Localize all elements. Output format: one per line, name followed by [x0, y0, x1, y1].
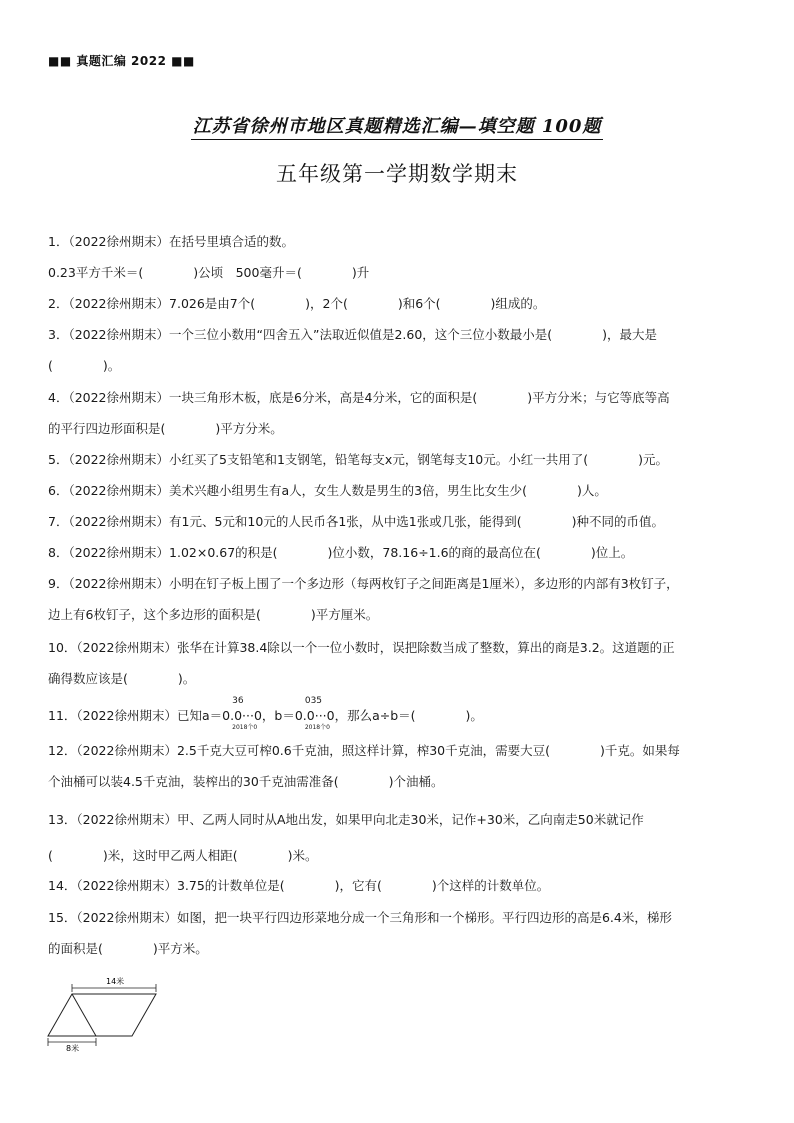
question-8-text: 8．（2022徐州期末）1.02×0.67的积是( )位小数，78.16÷1.6的商的最高位在( )位上。	[48, 545, 634, 560]
question-13-text: 13．（2022徐州期末）甲、乙两人同时从A地出发，如果甲向北走30米，记作+30米，乙向南走50米就记作	[48, 812, 644, 827]
question-12-line2: 个油桶可以装4.5千克油，装榨出的30千克油需准备( )个油桶。	[48, 774, 444, 789]
question-15-line2: 的面积是( )平方米。	[48, 941, 208, 956]
divider-line	[72, 994, 96, 1036]
question-11-suffix: ，那么a÷b＝( )。	[334, 708, 483, 723]
top-length-label: 14米	[106, 977, 125, 986]
title-text: 江苏省徐州市地区真题精选汇编—填空题 100题	[191, 116, 604, 140]
bottom-length-label: 8米	[66, 1044, 80, 1052]
value-a-digits: 0.0···0	[222, 708, 262, 723]
document-title	[0, 112, 794, 138]
question-11-mid: ，b＝	[261, 708, 295, 723]
parallelogram-figure	[44, 972, 174, 1052]
question-2-text: 2．（2022徐州期末）7.026是由7个( )，2个( )和6个( )组成的。	[48, 296, 546, 311]
question-1-line2: 0.23平方千米＝( )公顷 500毫升＝( )升	[48, 265, 370, 280]
question-6-text: 6．（2022徐州期末）美术兴趣小组男生有a人，女生人数是男生的3倍，男生比女生少( )人。	[48, 483, 607, 498]
question-3-line2: ( )。	[48, 358, 121, 373]
question-10-text: 10．（2022徐州期末）张华在计算38.4除以一个一位小数时，误把除数当成了整数，算出的商是3.2。这道题的正	[48, 640, 675, 655]
question-15-text: 15．（2022徐州期末）如图，把一块平行四边形菜地分成一个三角形和一个梯形。平行四边形的高是6.4米，梯形	[48, 910, 672, 925]
question-7-text: 7．（2022徐州期末）有1元、5元和10元的人民币各1张，从中选1张或几张，能得到( )种不同的币值。	[48, 514, 664, 529]
question-1-text: 1．（2022徐州期末）在括号里填合适的数。	[48, 234, 295, 249]
question-13-line2: ( )米，这时甲乙两人相距( )米。	[48, 848, 318, 863]
value-a-count: 2018个0	[232, 724, 258, 731]
question-14-text: 14．（2022徐州期末）3.75的计数单位是( )，它有( )个这样的计数单位。	[48, 878, 550, 893]
parallelogram-shape	[48, 994, 156, 1036]
question-4-text: 4．（2022徐州期末）一块三角形木板，底是6分米，高是4分米，它的面积是( )平方分米；与它等底等高	[48, 390, 670, 405]
value-a	[222, 696, 262, 731]
question-9-line2: 边上有6枚钉子，这个多边形的面积是( )平方厘米。	[48, 607, 379, 622]
question-3-text: 3．（2022徐州期末）一个三位小数用“四舍五入”法取近似值是2.60，这个三位小数最小是( )，最大是	[48, 327, 658, 342]
question-11-prefix: 11．（2022徐州期末）已知a＝	[48, 708, 223, 723]
value-b-digits: 0.0···0	[294, 708, 335, 723]
question-10-line2: 确得数应该是( )。	[48, 671, 196, 686]
value-b-tail: 035	[304, 696, 323, 706]
value-b-count: 2018个0	[304, 724, 330, 731]
question-12-text: 12．（2022徐州期末）2.5千克大豆可榨0.6千克油，照这样计算，榨30千克油，需要大豆( )千克。如果每	[48, 743, 680, 758]
document-subtitle: 五年级第一学期数学期末	[276, 162, 518, 186]
header-label: ■■ 真题汇编 2022 ■■	[48, 54, 195, 68]
value-b	[294, 696, 335, 731]
question-5-text: 5．（2022徐州期末）小红买了5支铅笔和1支钢笔，铅笔每支x元，钢笔每支10元。小红一共用了( )元。	[48, 452, 668, 467]
question-9-text: 9．（2022徐州期末）小明在钉子板上围了一个多边形（每两枚钉子之间距离是1厘米），多边形的内部有3枚钉子，	[48, 576, 679, 591]
question-4-line2: 的平行四边形面积是( )平方分米。	[48, 421, 283, 436]
value-a-tail: 36	[232, 696, 244, 706]
question-11-text	[48, 696, 758, 731]
